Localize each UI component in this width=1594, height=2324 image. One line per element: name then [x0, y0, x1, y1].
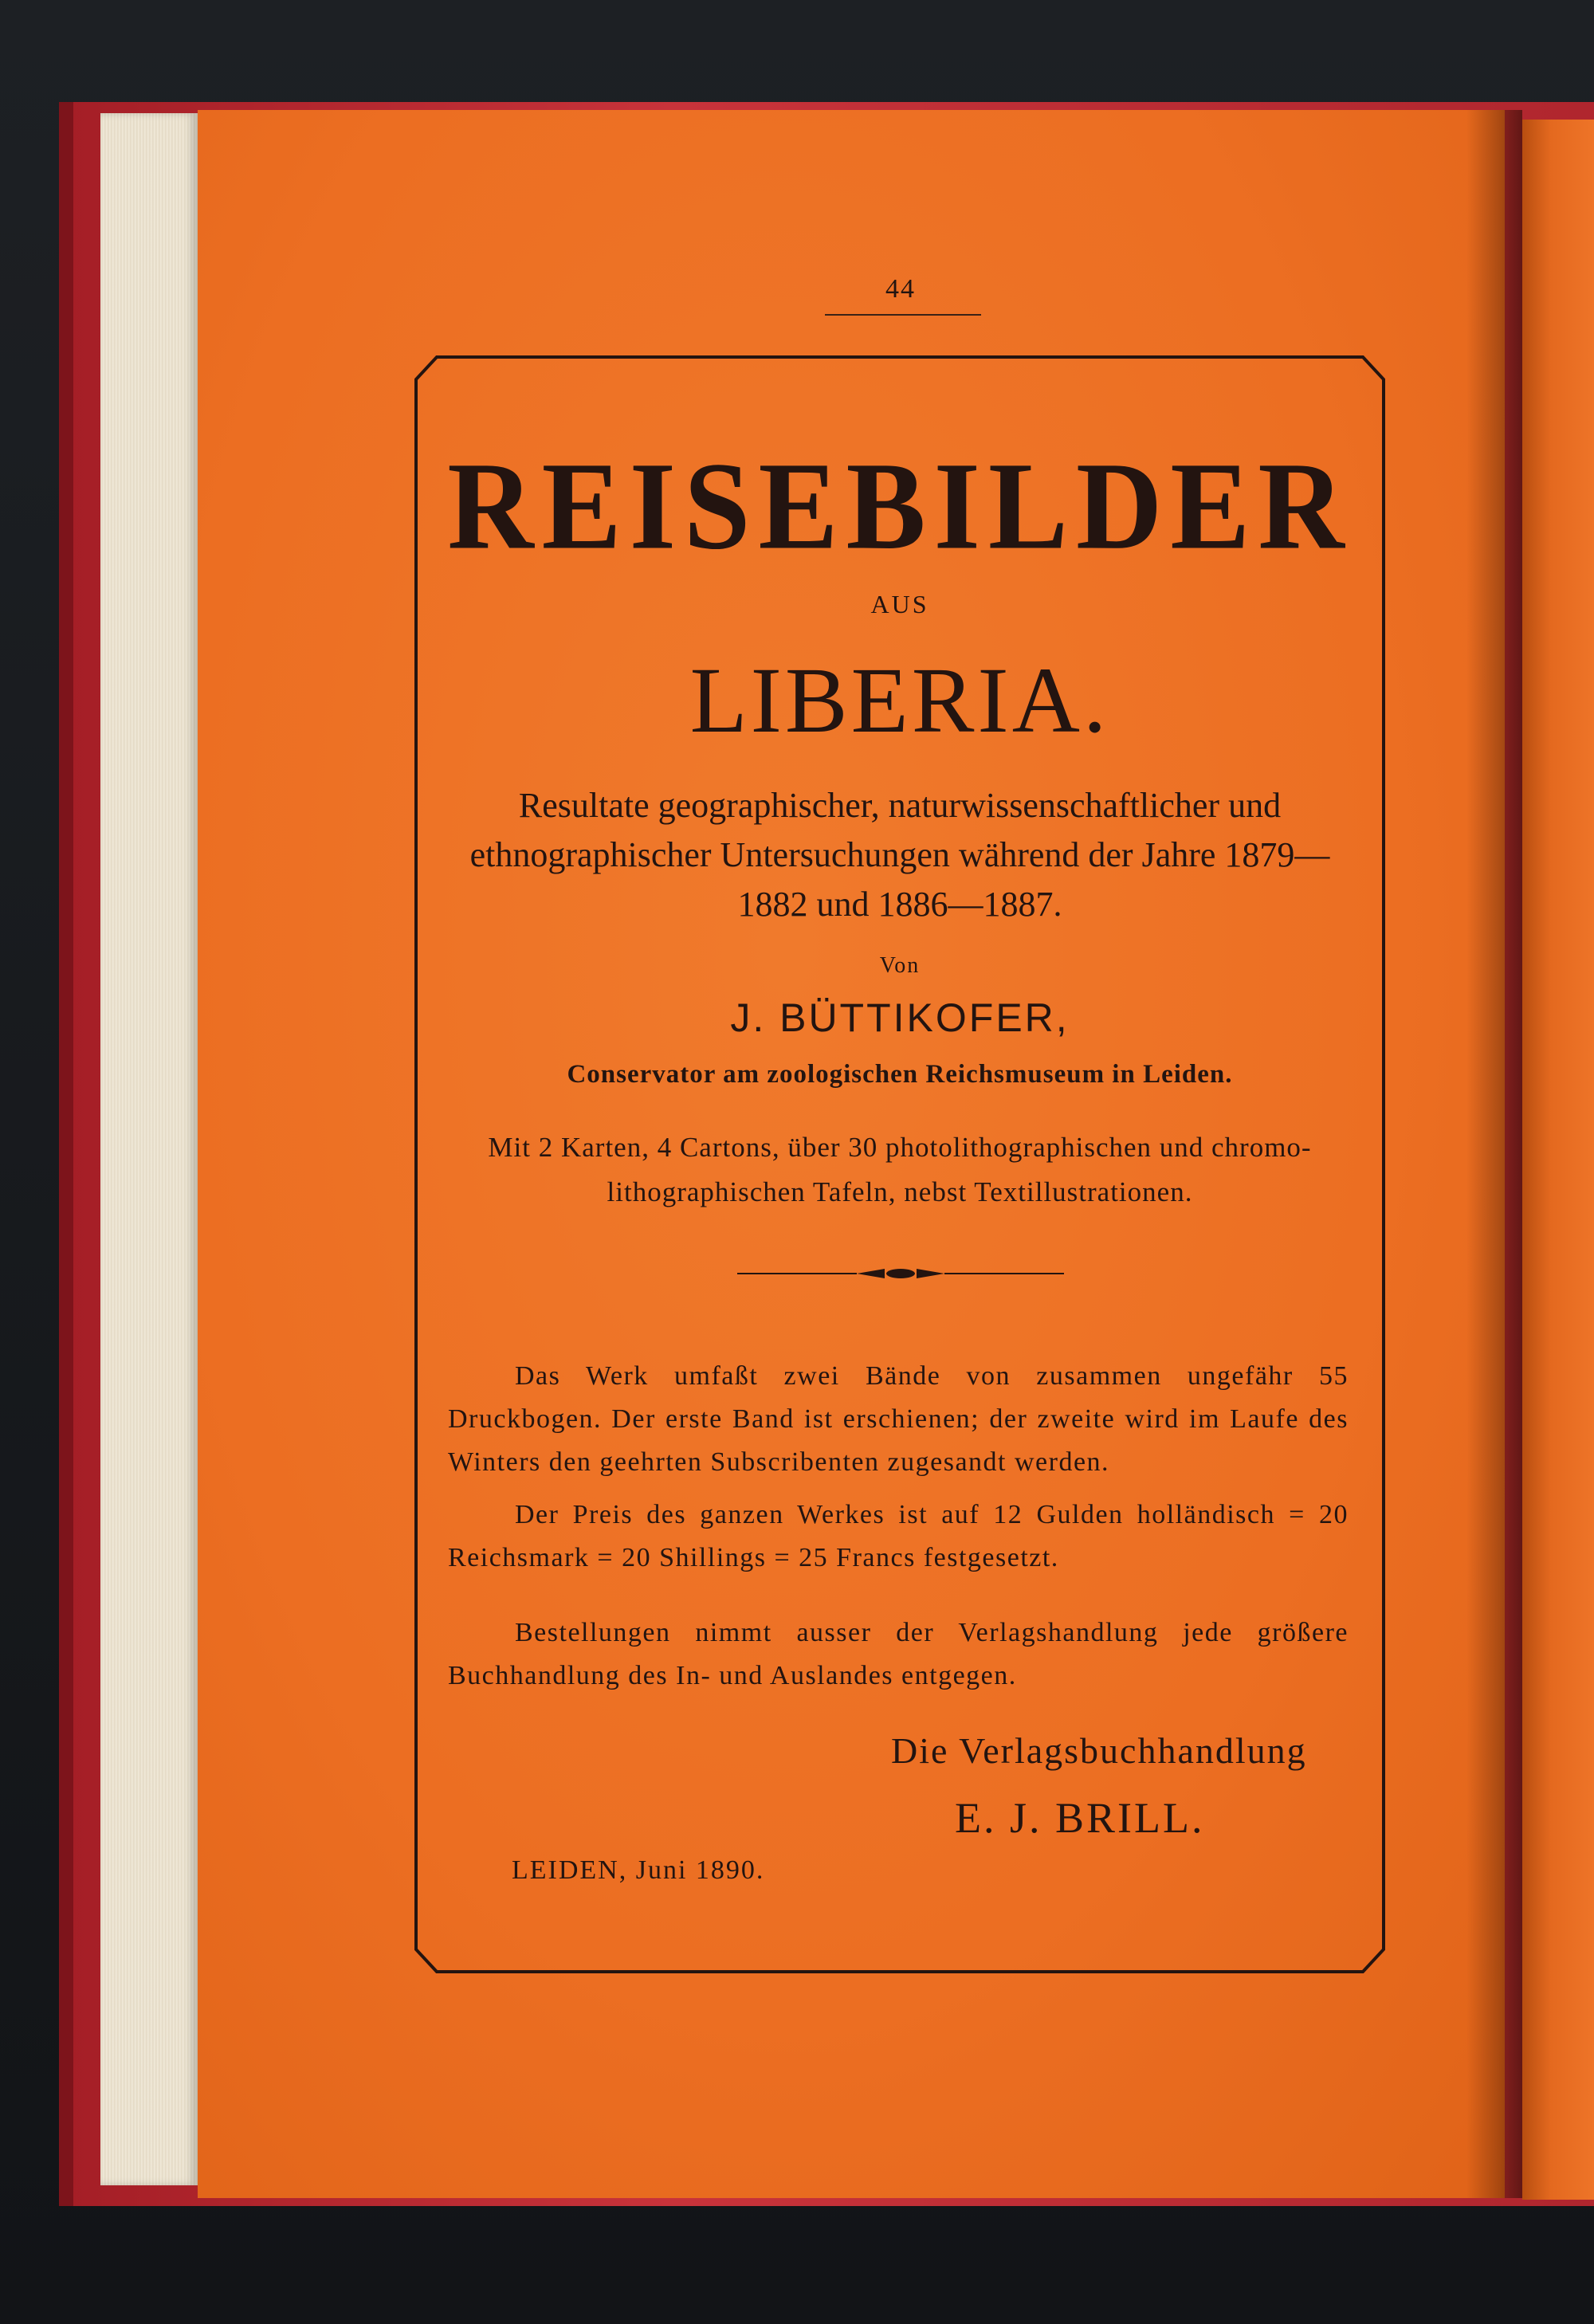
paragraph-extent-text: Das Werk umfaßt zwei Bände von zusammen ungefähr 55 Druckbogen. Der erste Band ist erschienen; der zweite wird im Laufe des Winters den geehrten Subscribenten zugesandt werden.: [448, 1361, 1349, 1477]
paragraph-extent: [448, 1355, 1349, 1484]
page-number: 44: [885, 274, 916, 304]
facing-page-edge: [1522, 120, 1594, 2200]
book-cover-edge: [59, 102, 73, 2206]
paragraph-price: [448, 1494, 1349, 1580]
author-affiliation: Conservator am zoologischen Reichsmuseum in Leiden.: [567, 1060, 1233, 1089]
paragraph-orders-text: Bestellungen nimmt ausser der Verlagshandlung jede größere Buchhandlung des In- und Auslandes entgegen.: [448, 1618, 1349, 1690]
paragraph-orders: [448, 1611, 1349, 1698]
publisher-line: Die Verlagsbuchhandlung: [891, 1730, 1307, 1771]
book-gutter: [1466, 110, 1522, 2198]
paragraph-price-text: Der Preis des ganzen Werkes ist auf 12 Gulden holländisch = 20 Reichsmark = 20 Shillings = 25 Francs festgesetzt.: [448, 1500, 1349, 1572]
publisher-name: E. J. BRILL.: [955, 1794, 1205, 1842]
by-label: Von: [879, 953, 921, 978]
illustrations-note: Mit 2 Karten, 4 Cartons, über 30 photolithographischen und chromo-lithographischen Tafeln, nebst Textillustrationen.: [488, 1132, 1312, 1207]
title: REISEBILDER: [447, 436, 1353, 576]
place-and-date: LEIDEN, Juni 1890.: [512, 1855, 765, 1885]
subtitle: Resultate geographischer, naturwissenschaftlicher und ethnographischer Untersuchungen während der Jahre 1879—1882 und 1886—1887.: [469, 786, 1330, 924]
title-connector: AUS: [870, 590, 929, 618]
country-title: LIBERIA.: [689, 648, 1110, 752]
author-name: J. BÜTTIKOFER,: [730, 995, 1070, 1040]
page-block-edges: [100, 113, 198, 2185]
ornament-divider-icon: [737, 1258, 1064, 1290]
page-number-rule: [825, 314, 981, 316]
